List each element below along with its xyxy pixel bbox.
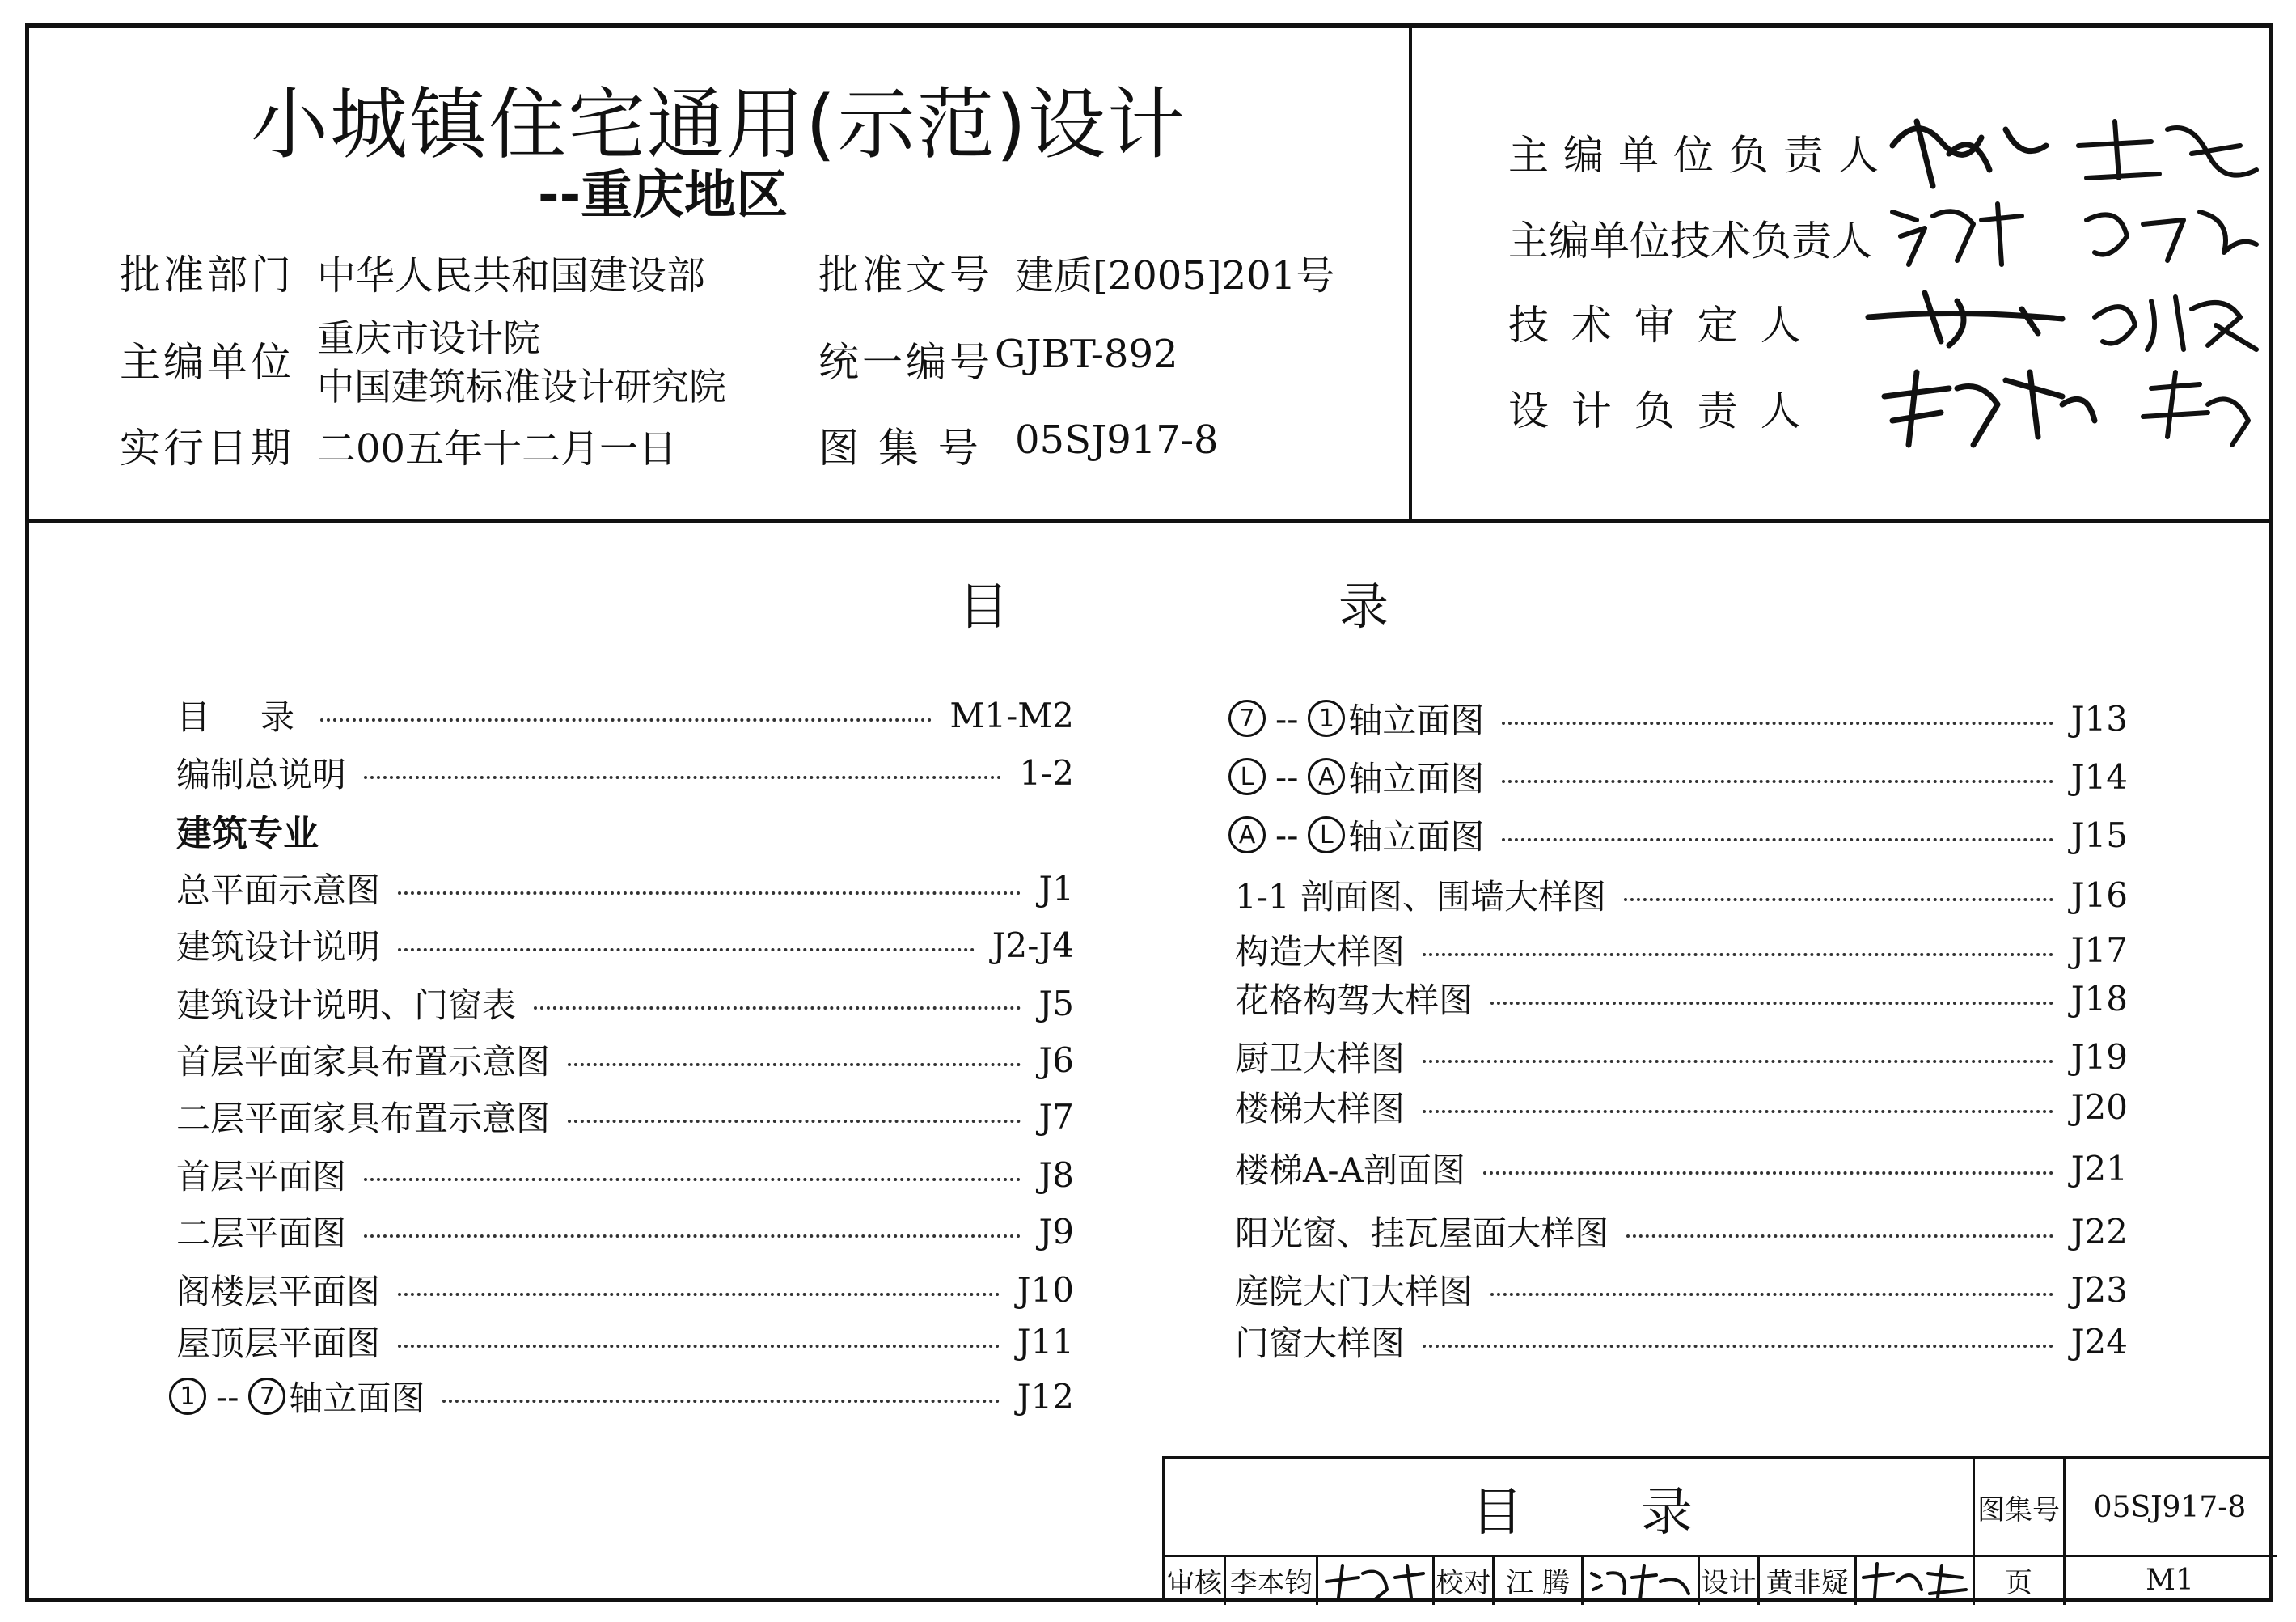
toc-row[interactable] — [176, 1152, 1074, 1197]
tb-design-signature — [1857, 1557, 1973, 1603]
toc-item-page: J7 — [1038, 1096, 1074, 1137]
check-signature-strokes — [1584, 1557, 1698, 1603]
toc-row[interactable] — [1235, 1084, 2128, 1129]
axis-dash: -- — [1275, 756, 1299, 797]
toc-item-page: J16 — [2070, 875, 2128, 915]
tb-page-value: M1 — [2146, 1564, 2194, 1597]
toc-item-name: 建筑设计说明 — [176, 927, 381, 967]
approval-doc-label: 批准文号 — [818, 252, 993, 299]
leader-dots — [398, 1345, 1000, 1348]
toc-item-page: J13 — [2070, 698, 2128, 739]
atlas-subtitle: --重庆地区 — [538, 166, 789, 226]
header-divider — [25, 519, 2273, 523]
tb-title-right: 录 — [1641, 1483, 1693, 1543]
toc-row[interactable] — [1235, 1146, 2128, 1191]
resp-tech-label: 主编单位技术负责人 — [1508, 218, 1872, 265]
toc-item-name: 首层平面家具布置示意图 — [176, 1042, 551, 1082]
section-architecture: 建筑专业 — [176, 813, 319, 854]
toc-row[interactable] — [1235, 1209, 2128, 1254]
tb-page-label: 页 — [2005, 1567, 2032, 1599]
axis-circle-icon: A — [1308, 758, 1345, 795]
chief-unit-label: 主编单位 — [120, 339, 294, 386]
tb-review-signature — [1318, 1557, 1432, 1603]
toc-row[interactable] — [1235, 976, 2128, 1021]
leader-dots — [1502, 838, 2053, 841]
toc-item-page: J24 — [2070, 1321, 2128, 1362]
toc-item-name: 门窗大样图 — [1235, 1323, 1406, 1363]
toc-item-name: 首层平面图 — [176, 1157, 347, 1196]
tb-design-name: 黄非疑 — [1765, 1567, 1849, 1599]
toc-item-name: 目 录 — [176, 697, 303, 737]
toc-row[interactable] — [1235, 1034, 2128, 1079]
toc-item-label: 轴立面图 — [1348, 817, 1485, 857]
toc-item-page: J5 — [1038, 983, 1074, 1023]
approval-dept-label: 批准部门 — [120, 252, 294, 299]
toc-item-page: J2-J4 — [992, 925, 1074, 965]
axis-circle-icon: 1 — [1308, 700, 1345, 737]
leader-dots — [398, 891, 1021, 895]
toc-row[interactable] — [1235, 1319, 2128, 1364]
leader-dots — [534, 1006, 1021, 1010]
toc-row[interactable] — [176, 922, 1074, 968]
toc-item-page: J15 — [2070, 815, 2128, 855]
toc-item-name: 总平面示意图 — [176, 870, 381, 910]
toc-item-page: J22 — [2070, 1211, 2128, 1251]
leader-dots — [568, 1063, 1021, 1066]
resp-review-label: 技 术 审 定 人 — [1508, 302, 1806, 349]
approval-doc-value: 建质[2005]201号 — [1015, 253, 1335, 299]
toc-item-name: 阳光窗、挂瓦屋面大样图 — [1235, 1213, 1609, 1253]
tb-design-label: 设计 — [1701, 1567, 1757, 1599]
axis-circle-icon: 7 — [248, 1378, 285, 1415]
toc-row[interactable] — [176, 1267, 1074, 1312]
toc-item-name: 楼梯A-A剖面图 — [1235, 1150, 1465, 1190]
toc-item-page: J1 — [1038, 868, 1074, 908]
atlas-title: 小城镇住宅通用(示范)设计 — [251, 79, 1186, 170]
title-block — [1162, 1456, 2273, 1602]
unified-no-value: GJBT-892 — [995, 332, 1178, 377]
toc-item-page: M1-M2 — [949, 695, 1074, 735]
leader-dots — [1502, 722, 2053, 725]
leader-dots — [1626, 1234, 2053, 1238]
toc-item-page: J9 — [1038, 1211, 1074, 1251]
leader-dots — [442, 1400, 999, 1403]
signature-chief-unit — [1884, 97, 2264, 202]
tb-check-name: 江 腾 — [1506, 1567, 1570, 1599]
signature-design — [1876, 356, 2264, 461]
chief-unit-value-1: 重庆市设计院 — [317, 316, 540, 360]
leader-dots — [364, 776, 1001, 779]
toc-item-name: 编制总说明 — [176, 755, 347, 794]
leader-dots — [1423, 1060, 2053, 1063]
toc-item-page: J20 — [2070, 1086, 2128, 1127]
review-signature-strokes — [1318, 1557, 1432, 1603]
toc-item-name — [166, 1372, 425, 1421]
leader-dots — [1502, 780, 2053, 783]
toc-row[interactable] — [176, 1319, 1074, 1364]
toc-row[interactable] — [1225, 696, 2128, 741]
toc-item-page: J23 — [2070, 1269, 2128, 1310]
toc-row[interactable] — [176, 866, 1074, 911]
axis-circle-icon: L — [1228, 758, 1266, 795]
toc-item-name: 楼梯大样图 — [1235, 1089, 1406, 1129]
signature-review — [1860, 269, 2264, 366]
tb-title-left: 目 — [1471, 1483, 1523, 1543]
axis-circle-icon: A — [1228, 816, 1266, 853]
toc-item-name: 屋顶层平面图 — [176, 1323, 381, 1363]
atlas-no-value: 05SJ917-8 — [1015, 417, 1219, 463]
design-signature-strokes — [1857, 1557, 1973, 1603]
axis-circle-icon: L — [1308, 816, 1345, 853]
leader-dots — [568, 1120, 1021, 1123]
toc-item-page: J10 — [1017, 1269, 1074, 1310]
toc-item-page: J17 — [2070, 930, 2128, 970]
signature-tech — [1884, 188, 2264, 277]
toc-item-page: J8 — [1038, 1154, 1074, 1195]
tb-check-label: 校对 — [1436, 1567, 1491, 1599]
toc-item-page: J12 — [1017, 1376, 1074, 1417]
toc-item-page: J11 — [1017, 1321, 1074, 1362]
axis-circle-icon: 1 — [169, 1378, 206, 1415]
axis-dash: -- — [216, 1376, 239, 1417]
leader-dots — [1483, 1171, 2053, 1175]
toc-item-name: 二层平面图 — [176, 1213, 347, 1253]
toc-item-label: 轴立面图 — [1348, 701, 1485, 740]
effective-date-value: 二00五年十二月一日 — [317, 426, 678, 472]
leader-dots — [1423, 1110, 2053, 1113]
toc-item-page: J18 — [2070, 978, 2128, 1019]
toc-item-name — [1225, 694, 1484, 743]
unified-no-label: 统一编号 — [818, 339, 993, 386]
toc-item-name: 1-1 剖面图、围墙大样图 — [1235, 877, 1606, 917]
toc-item-label: 轴立面图 — [1348, 759, 1485, 798]
toc-item-page: J6 — [1038, 1040, 1074, 1080]
resp-design-label: 设 计 负 责 人 — [1508, 388, 1806, 434]
leader-dots — [1490, 1293, 2053, 1296]
leader-dots — [320, 718, 932, 722]
tb-check-signature — [1584, 1557, 1698, 1603]
toc-row[interactable] — [166, 1374, 1074, 1419]
toc-row[interactable] — [176, 750, 1074, 795]
toc-row[interactable] — [176, 692, 1074, 738]
axis-dash: -- — [1275, 698, 1299, 739]
leader-dots — [1423, 1345, 2053, 1348]
toc-row[interactable] — [1235, 1267, 2128, 1312]
toc-item-name: 建筑设计说明、门窗表 — [176, 985, 517, 1025]
toc-item-page: 1-2 — [1019, 752, 1074, 793]
leader-dots — [364, 1234, 1021, 1238]
leader-dots — [364, 1178, 1021, 1181]
tb-review-name: 李本钧 — [1229, 1567, 1313, 1599]
axis-dash: -- — [1275, 815, 1299, 855]
tb-atlas-value: 05SJ917-8 — [2093, 1490, 2247, 1524]
toc-item-label: 轴立面图 — [289, 1378, 425, 1418]
toc-item-page: J14 — [2070, 756, 2128, 797]
header-vertical-divider — [1409, 23, 1412, 522]
toc-item-page: J19 — [2070, 1036, 2128, 1077]
leader-dots — [398, 948, 975, 951]
toc-item-page: J21 — [2070, 1148, 2128, 1188]
toc-row[interactable] — [176, 1209, 1074, 1254]
tb-review-label: 审核 — [1167, 1567, 1222, 1599]
leader-dots — [1423, 953, 2053, 956]
toc-row[interactable] — [1225, 812, 2128, 858]
leader-dots — [1624, 898, 2053, 901]
toc-item-name: 构造大样图 — [1235, 932, 1406, 972]
toc-heading-left: 目 — [958, 577, 1009, 636]
approval-dept-value: 中华人民共和国建设部 — [317, 253, 706, 299]
toc-item-name — [1225, 752, 1484, 801]
tb-atlas-label: 图集号 — [1977, 1493, 2060, 1527]
toc-row[interactable] — [176, 980, 1074, 1026]
toc-row[interactable] — [1235, 872, 2128, 917]
toc-item-name: 花格构驾大样图 — [1235, 980, 1474, 1020]
toc-row[interactable] — [1235, 927, 2128, 972]
leader-dots — [398, 1293, 1000, 1296]
toc-item-name: 厨卫大样图 — [1235, 1039, 1406, 1078]
toc-item-name: 二层平面家具布置示意图 — [176, 1099, 551, 1138]
toc-item-name — [1225, 811, 1484, 859]
toc-heading-right: 录 — [1338, 577, 1389, 636]
resp-chief-unit-label: 主编单位负责人 — [1508, 132, 1893, 179]
leader-dots — [1490, 1002, 2053, 1005]
axis-circle-icon: 7 — [1228, 700, 1266, 737]
toc-row[interactable] — [1225, 754, 2128, 799]
toc-item-name: 庭院大门大样图 — [1235, 1272, 1474, 1311]
toc-row[interactable] — [176, 1037, 1074, 1082]
toc-item-name: 阁楼层平面图 — [176, 1272, 381, 1311]
chief-unit-value-2: 中国建筑标准设计研究院 — [317, 365, 726, 409]
effective-date-label: 实行日期 — [120, 425, 294, 472]
toc-row[interactable] — [176, 1094, 1074, 1139]
atlas-no-label: 图 集 号 — [818, 425, 982, 472]
